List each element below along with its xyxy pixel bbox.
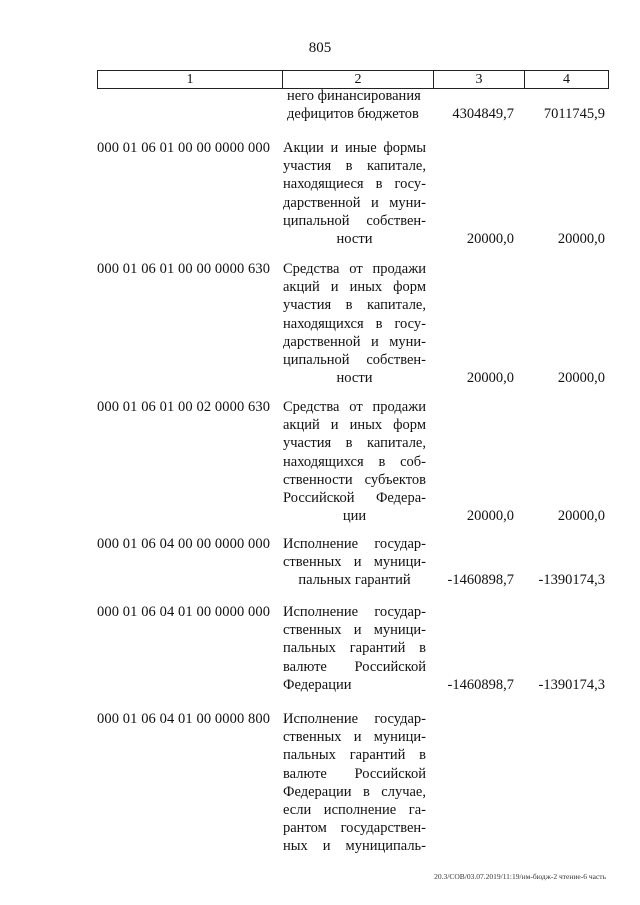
description-line: Акции и иные формы [283,140,426,156]
description-line: Исполнение государ- [283,604,426,620]
description-line: ственных и муници- [283,622,426,639]
description-line: участия в капитале, [283,297,426,314]
description-line: находящиеся в госу- [283,176,426,193]
description-line: валюте Российской [283,658,426,675]
column-header-4: 4 [563,72,570,87]
description-line: дарственной и муни- [283,194,426,211]
budget-code: 000 01 06 04 01 00 0000 800 [97,711,271,727]
row-description [283,87,426,123]
description-line: Федерации в случае, [283,783,426,800]
budget-code: 000 01 06 04 01 00 0000 000 [97,604,271,620]
value-col4: 20000,0 [557,370,605,386]
value-col3: 20000,0 [466,508,514,524]
description-line: ципальной собствен- [283,351,426,368]
row-description [283,535,426,590]
description-line: Федерации [283,676,352,693]
budget-code: 000 01 06 01 00 00 0000 000 [97,140,271,156]
description-line: ности [336,370,373,387]
value-col3: -1460898,7 [447,572,514,589]
description-line: находящихся в соб- [283,453,426,470]
description-line: дарственной и муни- [283,333,426,350]
description-line: ности [336,230,373,247]
description-line: Исполнение государ- [283,536,426,552]
description-line: ных и муниципаль- [283,838,426,855]
row-description [283,603,426,694]
row-description [283,710,426,856]
description-line: участия в капитале, [283,435,426,452]
column-header-2: 2 [283,71,434,88]
footer-note: 20.3/СОВ/03.07.2019/11:19/нм-бюдж-2 чтение-6 часть [434,872,606,881]
description-line: ственных и муници- [283,554,426,571]
description-line: ципальной собствен- [283,212,426,229]
description-line: акций и иных форм [283,417,426,434]
value-col3: 20000,0 [466,370,514,386]
row-description [283,398,426,525]
value-col3: 4304849,7 [452,106,514,123]
value-col4: 7011745,9 [543,106,605,123]
description-line: ции [342,508,367,525]
budget-code: 000 01 06 01 00 00 0000 630 [97,261,271,277]
column-header-3: 3 [434,71,525,88]
row-description [283,260,426,387]
description-line: ственных и муници- [283,729,426,746]
description-line: него финансирования [287,88,421,104]
description-line: Средства от продажи [283,261,426,277]
budget-code: 000 01 06 04 00 00 0000 000 [97,536,271,552]
column-header-1: 1 [98,71,283,88]
description-line: находящихся в госу- [283,315,426,332]
description-line: Российской Федера- [283,489,426,506]
description-line: пальных гарантий в [283,640,426,657]
value-col4: -1390174,3 [538,677,605,693]
description-line: акций и иных форм [283,279,426,296]
description-line: Исполнение государ- [283,711,426,727]
description-line: валюте Российской [283,765,426,782]
description-line: дефицитов бюджетов [287,106,419,123]
value-col4: 20000,0 [557,508,605,524]
description-line: пальных гарантий в [283,747,426,764]
description-line: участия в капитале, [283,158,426,175]
description-line: пальных гарантий [298,572,411,589]
value-col4: 20000,0 [557,231,605,247]
description-line: Средства от продажи [283,399,426,415]
budget-code: 000 01 06 01 00 02 0000 630 [97,399,271,415]
description-line: ственности субъектов [283,471,426,488]
row-description [283,139,426,248]
value-col3: -1460898,7 [447,677,514,693]
description-line: если исполнение га- [283,801,426,818]
page-number: 805 [308,40,332,56]
value-col4: -1390174,3 [538,572,605,589]
description-line: рантом государствен- [283,820,426,837]
value-col3: 20000,0 [466,231,514,247]
